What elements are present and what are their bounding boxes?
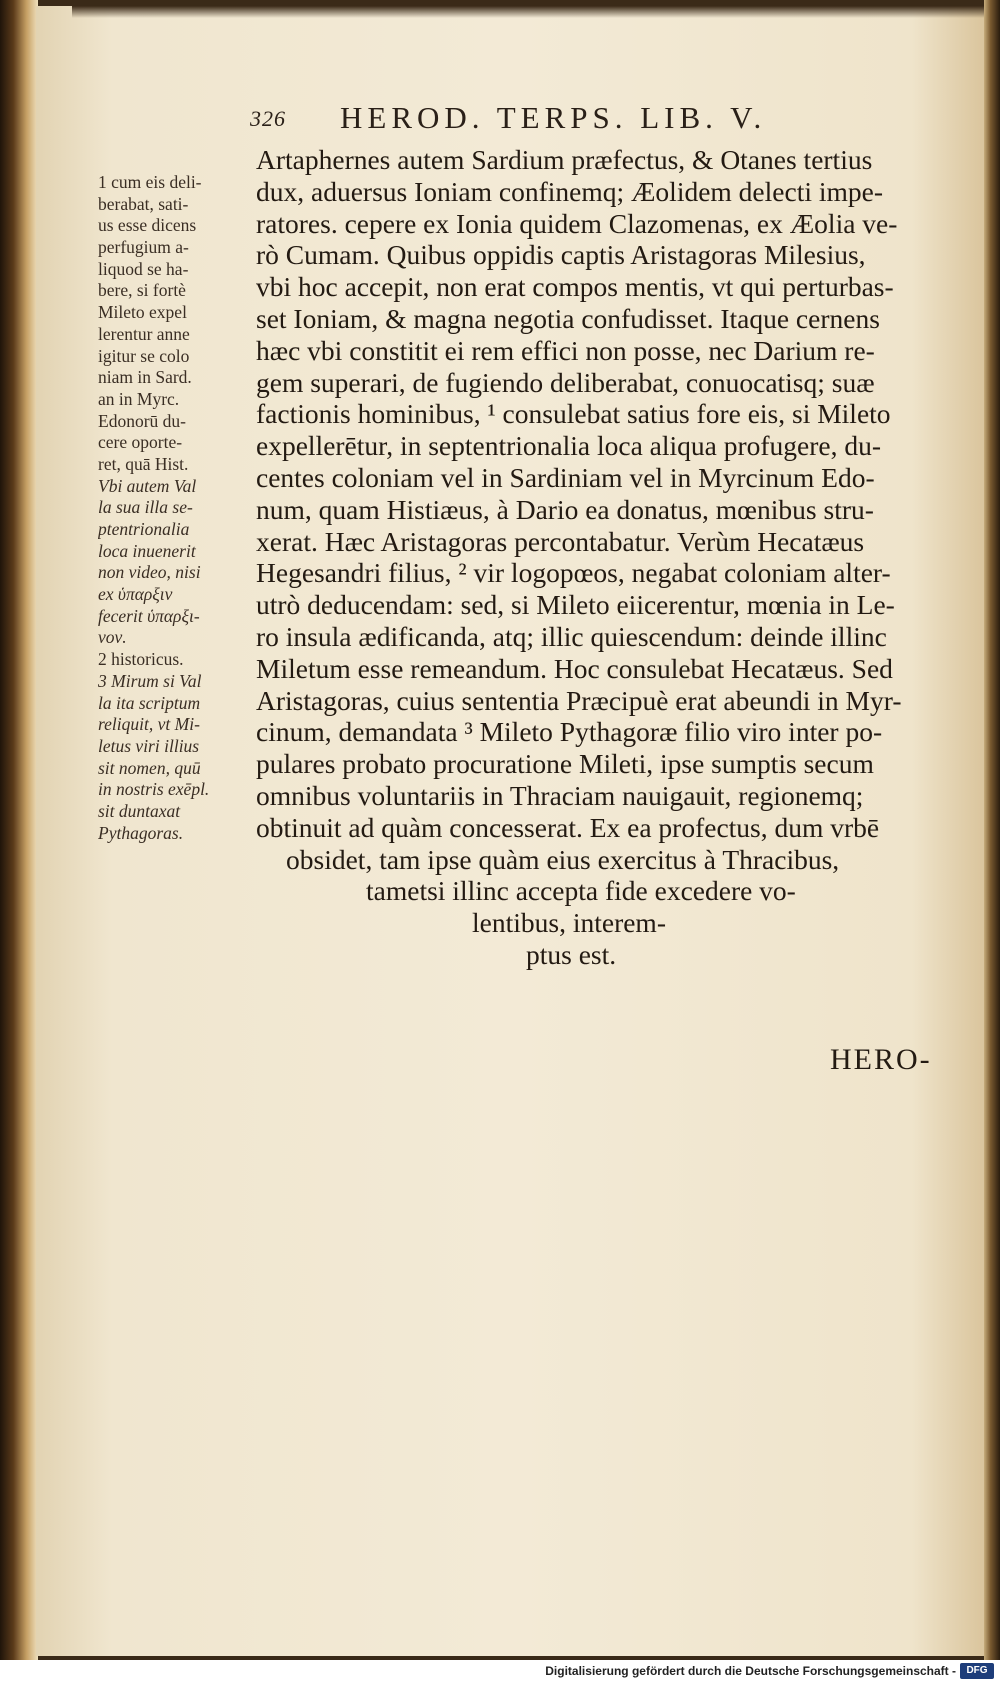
margin-note-line: Mileto expel [98,302,187,323]
page-number: 326 [250,106,286,131]
margin-note-line: ex ὑπαρξιν [98,584,173,605]
catchword: HERO- [830,1043,932,1076]
binding-edge-left [0,0,38,1660]
margin-note-line: reliquit, vt Mi- [98,714,200,735]
margin-note-line: sit nomen, quū [98,757,201,778]
body-line: obsidet, tam ipse quàm eius exercitus à Thracibus, [286,843,840,875]
running-head [250,100,850,140]
body-line: factionis hominibus, ¹ consulebat satius fore eis, si Mileto [256,398,891,430]
body-line: lentibus, interem- [472,907,666,939]
body-line: ptus est. [526,938,617,970]
margin-note-line: Vbi autem Val [98,475,197,496]
margin-note-line: fecerit ὑπαρξι- [98,605,200,626]
margin-note-line: niam in Sard. [98,367,192,388]
funding-credit: Digitalisierung gefördert durch die Deutsche Forschungsgemeinschaft - [545,1664,956,1678]
body-line: centes coloniam vel in Sardiniam vel in Myrcinum Edo- [256,461,875,493]
margin-note-line: la ita scriptum [98,692,201,713]
margin-note-line: berabat, sati- [98,193,189,214]
body-line: xerat. Hæc Aristagoras percontabatur. Verùm Hecatæus [256,525,865,557]
body-line: Aristagoras, cuius sententia Præcipuè erat abeundi in Myr- [256,684,902,716]
margin-note-line: 1 cum eis deli- [98,172,202,192]
margin-note-line: lerentur anne [98,323,190,344]
body-line: num, quam Histiæus, à Dario ea donatus, mœnibus stru- [256,493,874,525]
margin-notes [98,172,248,844]
body-line: hæc vbi constitit ei rem effici non posse, nec Darium re- [256,334,875,366]
body-line: cinum, demandata ³ Mileto Pythagoræ filio viro inter po- [256,716,883,748]
margin-note-line: Edonorū du- [98,410,186,431]
margin-note-line: 3 Mirum si Val [98,670,202,691]
margin-note-line: 2 historicus. [98,649,184,670]
margin-note-line: loca inuenerit [98,540,196,561]
body-line: obtinuit ad quàm concesserat. Ex ea profectus, dum vrbē [256,811,880,843]
margin-note-line: in nostris exēpl. [98,779,210,800]
body-line: Artaphernes autem Sardium præfectus, & Otanes tertius [256,144,873,175]
margin-note-line: ptentrionalia [98,519,190,539]
margin-note-line: la sua illa se- [98,497,193,518]
margin-note-line: cere oporte- [98,432,183,453]
margin-note-line: νον. [98,627,127,648]
body-line: Miletum esse remeandum. Hoc consulebat Hecatæus. Sed [256,652,893,684]
body-line: dux, aduersus Ioniam confinemq; Æolidem delecti impe- [256,175,883,207]
dfg-logo: DFG [960,1663,994,1679]
margin-note-line: letus viri illius [98,735,200,756]
margin-note-line: Pythagoras. [98,822,184,843]
margin-note-line: non video, nisi [98,562,201,583]
body-line: ro insula ædificanda, atq; illic quiescendum: deinde illinc [256,620,887,652]
margin-note-line: perfugium a- [98,237,189,258]
body-line: pulares probato procuratione Mileti, ipse sumptis secum [256,748,874,780]
body-line: ratores. cepere ex Ionia quidem Clazomenas, ex Æolia ve- [256,207,898,239]
body-line: vbi hoc accepit, non erat compos mentis, vt qui perturbas- [256,271,894,303]
margin-note-line: sit duntaxat [98,800,181,821]
page-top-shadow [72,6,1000,18]
binding-edge-right [984,0,1000,1660]
running-title: HEROD. TERPS. LIB. V. [340,100,767,135]
body-line: gem superari, de fugiendo deliberabat, conuocatisq; suæ [256,366,875,398]
margin-note-line: igitur se colo [98,345,190,366]
body-line: utrò deducendam: sed, si Mileto eiicerentur, mœnia in Le- [256,589,895,621]
body-line: tametsi illinc accepta fide excedere vo- [366,875,796,907]
body-line: Hegesandri filius, ² vir logopœos, negabat coloniam alter- [256,557,891,589]
footer-bar [0,1660,1000,1684]
body-line: expellerētur, in septentrionalia loca aliqua profugere, du- [256,430,882,462]
margin-note-line: ret, quā Hist. [98,453,189,474]
body-line: omnibus voluntariis in Thraciam nauigauit, regionemq; [256,779,864,811]
body-line: set Ioniam, & magna negotia confudisset. Itaque cernens [256,302,880,334]
margin-note-line: bere, si fortè [98,280,186,301]
body-text [256,144,936,971]
body-line: rò Cumam. Quibus oppidis captis Aristagoras Milesius, [256,239,866,271]
margin-note-line: an in Myrc. [98,388,180,409]
margin-note-line: liquod se ha- [98,258,189,279]
margin-note-line: us esse dicens [98,215,197,236]
